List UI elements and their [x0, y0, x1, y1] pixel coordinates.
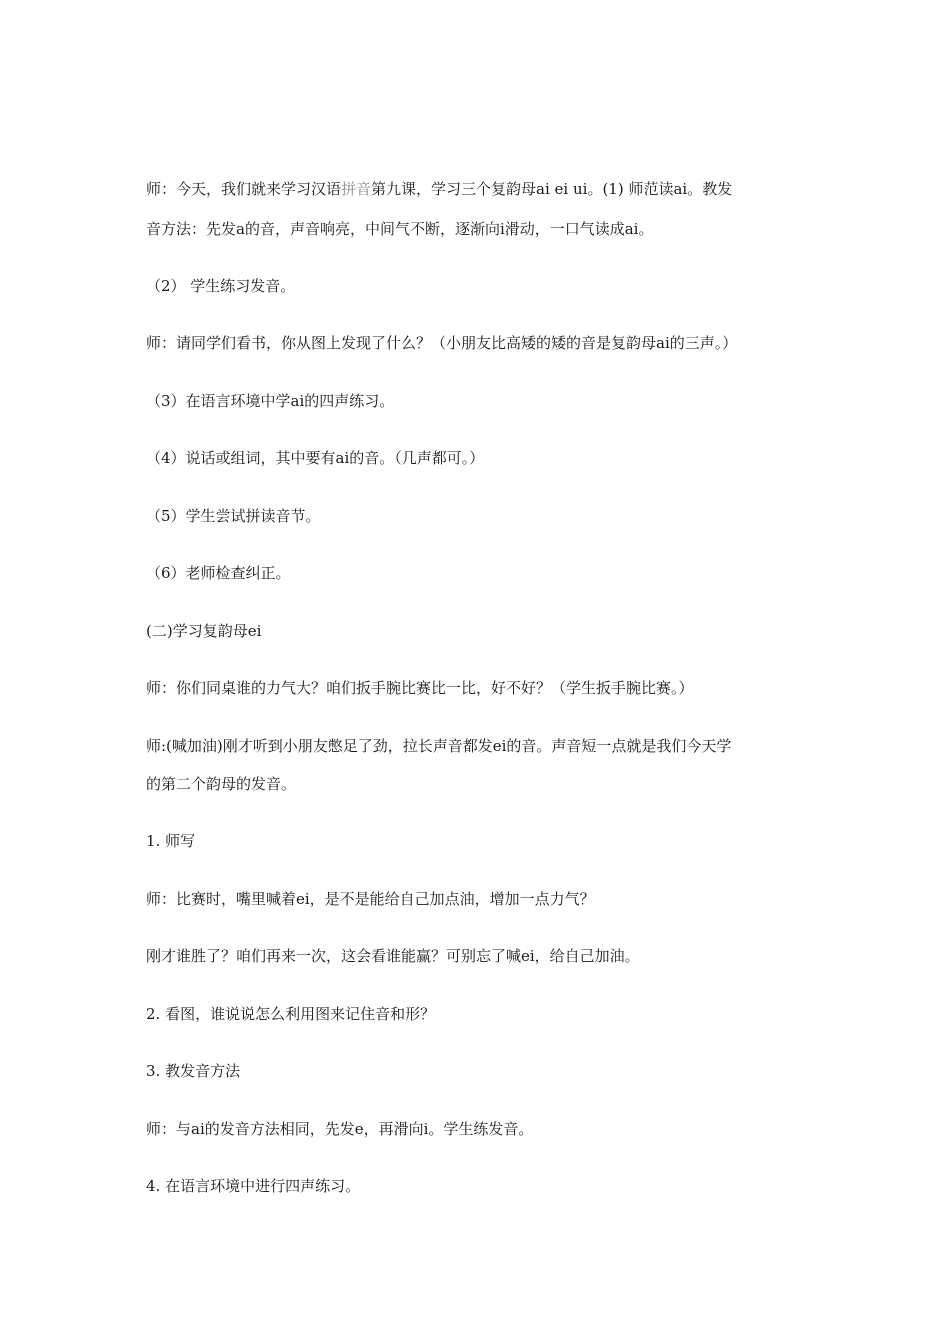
list-item-4: 4. 在语言环境中进行四声练习。 — [146, 1177, 361, 1195]
paragraph-intro-line1 — [146, 180, 808, 199]
paragraph-arm-wrestling: 师：你们同桌谁的力气大？咱们扳手腕比赛比一比，好不好？（学生扳手腕比赛。） — [146, 679, 694, 697]
paragraph-again: 刚才谁胜了？咱们再来一次，这会看谁能赢？可别忘了喊ei，给自己加油。 — [146, 947, 640, 965]
paragraph-text: 第九课，学习三个复韵母ai ei ui。(1) 师范读ai。教发 — [371, 180, 733, 198]
paragraph-step-5: （5）学生尝试拼读音节。 — [146, 507, 321, 525]
paragraph-cheer-line1: 师:(喊加油)刚才听到小朋友憋足了劲，拉长声音都发ei的音。声音短一点就是我们今天学 — [146, 737, 732, 755]
paragraph-step-6: （6）老师检查纠正。 — [146, 564, 291, 582]
paragraph-step-3: （3）在语言环境中学ai的四声练习。 — [146, 392, 395, 410]
paragraph-competition: 师：比赛时，嘴里喊着ei，是不是能给自己加点油，增加一点力气？ — [146, 890, 595, 908]
paragraph-method: 师：与ai的发音方法相同，先发e，再滑向i。学生练发音。 — [146, 1120, 534, 1138]
paragraph-step-2: （2） 学生练习发音。 — [146, 277, 296, 295]
paragraph-text: 师：今天，我们就来学习汉语 — [146, 180, 342, 198]
list-item-1: 1. 师写 — [146, 832, 196, 850]
paragraph-cheer-line2: 的第二个韵母的发音。 — [146, 775, 297, 793]
paragraph-step-4: （4）说话或组词，其中要有ai的音。（几声都可。） — [146, 449, 485, 467]
list-item-3: 3. 教发音方法 — [146, 1062, 241, 1080]
highlighted-term: 拼音 — [341, 180, 372, 198]
paragraph-teacher-question: 师：请同学们看书，你从图上发现了什么？（小朋友比高矮的矮的音是复韵母ai的三声。） — [146, 334, 738, 352]
paragraph-intro-line2: 音方法：先发a的音，声音响亮，中间气不断，逐渐向i滑动，一口气读成ai。 — [146, 220, 654, 238]
section-heading-ei: (二)学习复韵母ei — [146, 622, 262, 640]
list-item-2: 2. 看图，谁说说怎么利用图来记住音和形？ — [146, 1005, 436, 1023]
